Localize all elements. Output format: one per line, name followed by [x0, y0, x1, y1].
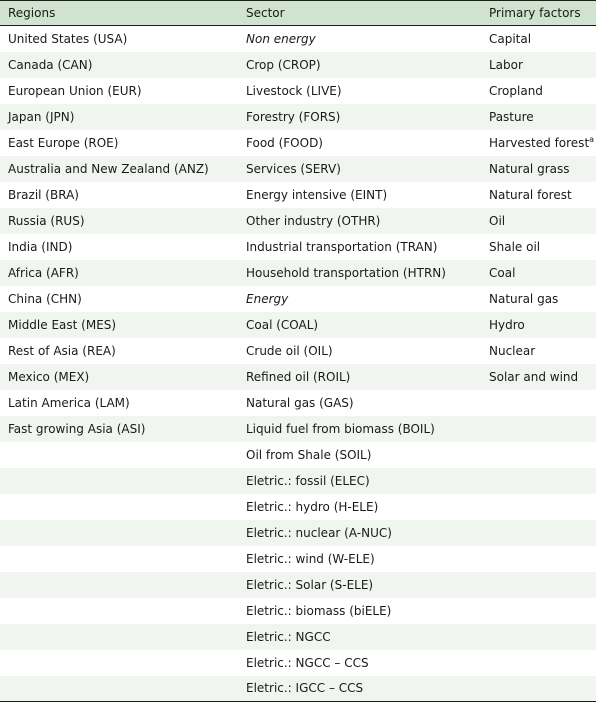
- region-cell: Japan (JPN): [8, 109, 75, 124]
- table-row: [0, 338, 596, 364]
- region-cell: [0, 546, 238, 572]
- table-row: [0, 312, 596, 338]
- primary-factor-cell: [481, 442, 596, 468]
- table-row: [0, 598, 596, 624]
- sector-cell: Eletric.: biomass (biELE): [246, 603, 392, 618]
- region-cell: Canada (CAN): [8, 57, 93, 72]
- primary-factor-label: Capital: [489, 31, 532, 46]
- primary-factor-cell: [481, 624, 596, 650]
- table-body: [0, 26, 596, 702]
- primary-factor-cell: [481, 546, 596, 572]
- sector-cell: Forestry (FORS): [246, 109, 341, 124]
- primary-factor-label: Pasture: [489, 109, 534, 124]
- sector-cell: Household transportation (HTRN): [246, 265, 446, 280]
- region-cell: [0, 468, 238, 494]
- table-row: [0, 286, 596, 312]
- footnote-marker: a: [589, 134, 595, 144]
- region-cell: Rest of Asia (REA): [8, 343, 116, 358]
- table-row: [0, 676, 596, 702]
- primary-factor-cell: [481, 338, 596, 364]
- header-sector: Sector: [238, 1, 481, 26]
- sector-cell: Eletric.: hydro (H-ELE): [246, 499, 379, 514]
- table-row: [0, 572, 596, 598]
- primary-factor-cell: [481, 234, 596, 260]
- primary-factor-label: Cropland: [489, 83, 543, 98]
- sector-cell: Food (FOOD): [246, 135, 323, 150]
- primary-factor-cell: [481, 494, 596, 520]
- primary-factor-cell: [481, 598, 596, 624]
- primary-factor-label: Natural forest: [489, 187, 572, 202]
- primary-factor-cell: [481, 130, 596, 156]
- sector-cell: Eletric.: Solar (S-ELE): [246, 577, 374, 592]
- table-row: [0, 546, 596, 572]
- primary-factor-cell: [481, 468, 596, 494]
- table-row: [0, 494, 596, 520]
- region-cell: European Union (EUR): [8, 83, 142, 98]
- primary-factor-cell: [481, 520, 596, 546]
- sector-cell: Energy: [246, 291, 289, 306]
- sector-cell: Industrial transportation (TRAN): [246, 239, 438, 254]
- primary-factor-cell: [481, 182, 596, 208]
- primary-factor-label: Natural grass: [489, 161, 570, 176]
- table-row: [0, 468, 596, 494]
- table-row: [0, 52, 596, 78]
- primary-factor-cell: [481, 416, 596, 442]
- primary-factor-cell: [481, 260, 596, 286]
- primary-factor-cell: [481, 650, 596, 676]
- primary-factor-label: Shale oil: [489, 239, 541, 254]
- header-regions: Regions: [0, 1, 238, 26]
- sector-cell: Crude oil (OIL): [246, 343, 333, 358]
- table-row: [0, 156, 596, 182]
- table-row: [0, 260, 596, 286]
- primary-factor-cell: [481, 52, 596, 78]
- region-cell: [0, 650, 238, 676]
- primary-factor-cell: [481, 312, 596, 338]
- region-cell: Australia and New Zealand (ANZ): [8, 161, 209, 176]
- region-cell: [0, 624, 238, 650]
- primary-factor-cell: [481, 78, 596, 104]
- table-row: [0, 442, 596, 468]
- region-cell: Africa (AFR): [8, 265, 79, 280]
- region-cell: [0, 494, 238, 520]
- region-cell: [0, 442, 238, 468]
- primary-factor-cell: [481, 364, 596, 390]
- sector-cell: Services (SERV): [246, 161, 341, 176]
- table-row: [0, 364, 596, 390]
- sector-cell: Other industry (OTHR): [246, 213, 381, 228]
- table-row: [0, 104, 596, 130]
- table-row: [0, 26, 596, 52]
- sector-cell: Energy intensive (EINT): [246, 187, 388, 202]
- primary-factor-cell: [481, 208, 596, 234]
- region-cell: Mexico (MEX): [8, 369, 90, 384]
- region-cell: Russia (RUS): [8, 213, 85, 228]
- table-row: [0, 78, 596, 104]
- sector-cell: Oil from Shale (SOIL): [246, 447, 372, 462]
- header-primary-factors: Primary factors: [481, 1, 596, 26]
- primary-factor-cell: [481, 676, 596, 702]
- primary-factor-label: Solar and wind: [489, 369, 579, 384]
- sector-cell: Liquid fuel from biomass (BOIL): [246, 421, 435, 436]
- table-row: [0, 650, 596, 676]
- primary-factor-label: Nuclear: [489, 343, 536, 358]
- primary-factor-label: Oil: [489, 213, 506, 228]
- table-row: [0, 624, 596, 650]
- region-cell: Latin America (LAM): [8, 395, 130, 410]
- primary-factor-label: Natural gas: [489, 291, 559, 306]
- sector-cell: Livestock (LIVE): [246, 83, 342, 98]
- sector-cell: Crop (CROP): [246, 57, 321, 72]
- region-cell: Brazil (BRA): [8, 187, 79, 202]
- sector-cell: Eletric.: nuclear (A-NUC): [246, 525, 392, 540]
- table-row: [0, 234, 596, 260]
- region-cell: Fast growing Asia (ASI): [8, 421, 146, 436]
- sector-cell: Eletric.: NGCC – CCS: [246, 655, 369, 670]
- table-row: [0, 130, 596, 156]
- sector-cell: Non energy: [246, 31, 316, 46]
- region-cell: India (IND): [8, 239, 73, 254]
- region-cell: [0, 520, 238, 546]
- sector-cell: Eletric.: NGCC: [246, 629, 331, 644]
- table-row: [0, 208, 596, 234]
- region-cell: Middle East (MES): [8, 317, 117, 332]
- primary-factor-label: Hydro: [489, 317, 525, 332]
- header-row: [0, 1, 596, 26]
- sector-cell: Coal (COAL): [246, 317, 319, 332]
- primary-factor-cell: [481, 572, 596, 598]
- primary-factor-cell: [481, 26, 596, 52]
- sector-cell: Natural gas (GAS): [246, 395, 354, 410]
- sector-cell: Eletric.: IGCC – CCS: [238, 676, 481, 702]
- region-cell: East Europe (ROE): [8, 135, 119, 150]
- region-cell: United States (USA): [8, 31, 128, 46]
- primary-factor-label: Harvested forest: [489, 135, 590, 150]
- primary-factor-cell: [481, 286, 596, 312]
- region-cell: [0, 572, 238, 598]
- region-cell: China (CHN): [8, 291, 82, 306]
- table-row: [0, 520, 596, 546]
- table-row: [0, 390, 596, 416]
- region-cell: [0, 676, 238, 702]
- primary-factor-cell: [481, 156, 596, 182]
- region-cell: [0, 598, 238, 624]
- primary-factor-label: Labor: [489, 57, 523, 72]
- primary-factor-cell: [481, 104, 596, 130]
- table-row: [0, 182, 596, 208]
- table-row: [0, 416, 596, 442]
- table-header: [0, 1, 596, 26]
- sector-cell: Eletric.: fossil (ELEC): [246, 473, 370, 488]
- sector-cell: Eletric.: wind (W-ELE): [246, 551, 375, 566]
- sector-cell: Refined oil (ROIL): [246, 369, 351, 384]
- primary-factor-label: Coal: [489, 265, 516, 280]
- primary-factor-cell: [481, 390, 596, 416]
